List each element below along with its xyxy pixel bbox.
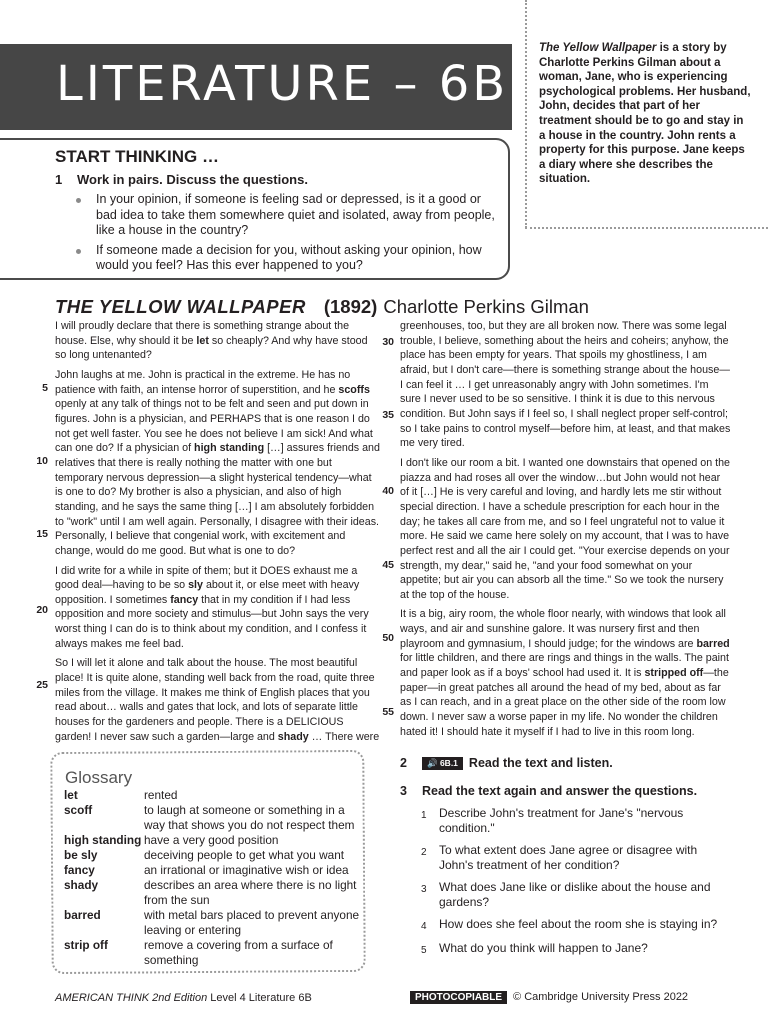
story-title: THE YELLOW WALLPAPER xyxy=(55,296,306,317)
intro-border-horizontal xyxy=(525,227,768,229)
discussion-bullet: In your opinion, if someone is feeling sad or depressed, is it a good or bad idea to take them somewhere quiet and isolated, away from people, like a house in the country? xyxy=(76,192,496,239)
line-number: 50 xyxy=(382,632,394,644)
glossary-entry: scoff to laugh at someone or something in a way that shows you do not respect them xyxy=(64,803,355,832)
line-number: 10 xyxy=(36,455,48,467)
page-title: LITERATURE – 6B xyxy=(56,56,509,112)
discussion-bullet: If someone made a decision for you, without asking your opinion, how would you feel? Has this ever happened to you? xyxy=(76,243,496,274)
glossary-word: sly xyxy=(188,579,203,592)
glossary-word: shady xyxy=(277,730,309,743)
task-3: 3 Read the text again and answer the questions. xyxy=(400,784,698,798)
footer-copyright: PHOTOCOPIABLE © Cambridge University Press 2022 xyxy=(410,991,688,1004)
question-item: 2 To what extent does Jane agree or disagree with John's treatment of her condition? xyxy=(421,843,698,872)
intro-border-vertical xyxy=(525,0,527,228)
bullet-dot-icon xyxy=(76,198,81,203)
glossary-entry: fancy an irrational or imaginative wish or idea xyxy=(64,863,349,877)
discussion-bullets xyxy=(76,192,496,278)
comprehension-questions xyxy=(421,806,721,965)
start-thinking-question xyxy=(55,172,308,187)
story-column-right xyxy=(400,319,732,744)
line-number: 25 xyxy=(36,679,48,691)
glossary-word: barred xyxy=(696,637,730,650)
question-item: 1 Describe John's treatment for Jane's "nervous condition." xyxy=(421,806,684,835)
glossary-title: Glossary xyxy=(65,768,133,787)
task-2: 2 🔊 6B.1 Read the text and listen. xyxy=(400,756,613,770)
story-column-left xyxy=(55,319,380,749)
line-number: 30 xyxy=(382,336,394,348)
glossary-entry: strip off remove a covering from a surface of something xyxy=(64,938,333,967)
glossary-word: stripped off xyxy=(644,667,704,680)
title-banner xyxy=(0,44,512,130)
glossary-word: let xyxy=(196,334,209,347)
intro-text xyxy=(539,41,751,187)
story-paragraph: John laughs at me. John is practical in the extreme. He has no patience with faith, an intense horror of superstition, and he scoffs openly at any talk of things not to be felt and seen and put down in figures. John is a physician, and PERHAPS that is one reason I do not get well faster. You see he does not believe I am sick! And what can one do? If a physician of high standing […] assures friends and relatives that there is really nothing the matter with one but temporary nervous depression—a slight hysterical tendency—what is one to do? My brother is also a physician, and also of high standing, and he says the same thing […] I am absolutely forbidden to "work" until I am well again. Personally, I disagree with their ideas. Personally, I believe that congenial work, with excitement and change, would do me good. But what is one to do? xyxy=(55,368,380,557)
glossary-word: high standing xyxy=(194,442,265,455)
start-thinking-title: START THINKING … xyxy=(55,147,220,166)
intro-book-title: The Yellow Wallpaper xyxy=(539,42,657,54)
story-paragraph: So I will let it alone and talk about the house. The most beautiful place! It is quite alone, standing well back from the road, quite three miles from the village. It makes me think of English places that you read about… walls and gates that lock, and lots of separate little houses for the gardeners and people. There is a DELICIOUS garden! I never saw such a garden—large and shady … There were xyxy=(55,657,380,743)
question-item: 3 What does Jane like or dislike about the house and gardens? xyxy=(421,880,711,909)
audio-track-badge[interactable]: 🔊 6B.1 xyxy=(422,757,463,770)
glossary-entry: let rented xyxy=(64,788,178,802)
glossary-entry: high standing have a very good position xyxy=(64,833,279,847)
glossary-entry: be sly deceiving people to get what you want xyxy=(64,848,345,862)
glossary-entry: barred with metal bars placed to prevent anyone leaving or entering xyxy=(64,908,360,937)
line-number: 55 xyxy=(382,706,394,718)
line-number: 15 xyxy=(36,528,48,540)
bullet-dot-icon xyxy=(76,249,81,254)
glossary-list xyxy=(64,788,364,968)
question-text: Work in pairs. Discuss the questions. xyxy=(77,172,308,187)
line-number: 40 xyxy=(382,485,394,497)
story-paragraph: I will proudly declare that there is something strange about the house. Else, why should it be let so cheaply? And why have stood so long untenanted? xyxy=(55,320,368,362)
question-number: 1 xyxy=(55,172,63,187)
story-year: (1892) xyxy=(323,296,378,317)
story-heading xyxy=(55,296,589,318)
story-author: Charlotte Perkins Gilman xyxy=(383,296,589,317)
story-paragraph: greenhouses, too, but they are all broken now. There was some legal trouble, I believe, something about the heirs and coheirs; anyhow, the place has been empty for years. That spoils my ghostliness, I am afraid, but I don't care—there is something strange about the house—I can feel it … I get unreasonably angry with John sometimes. I'm sure I never used to be so sensitive. I think it is due to this nervous condition. But John says if I feel so, I shall neglect proper self-control; so I take pains to control myself—before him, at least, and that makes me very tired. xyxy=(400,320,731,450)
story-paragraph: I did write for a while in spite of them; but it DOES exhaust me a good deal—having to be so sly about it, or else meet with heavy opposition. I sometimes fancy that in my condition if I had less opposition and more society and stimulus—but John says the very worst thing I can do is to think about my condition, and I confess it always makes me feel bad. xyxy=(55,564,369,650)
story-paragraph: I don't like our room a bit. I wanted one downstairs that opened on the piazza and had roses all over the window…but John would not hear of it […] He is very careful and loving, and hardly lets me stir without special direction. I have a schedule prescription for each hour in the day; he takes all care from me, and so I feel ungrateful not to value it more. He said we came here solely on my account, that I was to have perfect rest and all the air I could get. "Your exercise depends on your strength, my dear," said he, "and your food somewhat on your appetite; but air you can absorb all the time." So we took the nursery at the top of the house. xyxy=(400,456,730,601)
question-item: 4 How does she feel about the room she is staying in? xyxy=(421,917,718,932)
photocopiable-badge: PHOTOCOPIABLE xyxy=(410,991,507,1004)
footer-book-info: AMERICAN THINK 2nd Edition Level 4 Literature 6B xyxy=(55,992,312,1004)
glossary-entry: shady describes an area where there is no light from the sun xyxy=(64,878,357,907)
line-number: 20 xyxy=(36,604,48,616)
line-number: 45 xyxy=(382,559,394,571)
glossary-word: scoffs xyxy=(338,383,370,396)
question-item: 5 What do you think will happen to Jane? xyxy=(421,941,648,956)
line-number: 35 xyxy=(382,409,394,421)
intro-body: is a story by Charlotte Perkins Gilman about a woman, Jane, who is experiencing psychological problems. Her husband, John, decides that part of her treatment should be to go and stay in a house in the country. John rents a property for this purpose. Jane keeps a diary where she describes the situation. xyxy=(539,42,751,186)
glossary-word: fancy xyxy=(170,593,199,606)
story-paragraph: It is a big, airy room, the whole floor nearly, with windows that look all ways, and air and sunshine galore. It was nursery first and then playroom and gymnasium, I should judge; for the windows are barred for little children, and there are rings and things in the walls. The paint and paper look as if a boys' school had used it. It is stripped off—the paper—in great patches all around the head of my bed, about as far as I can reach, and in a great place on the other side of the room low down. I never saw a worse paper in my life. No wonder the children hated it! I should hate it myself if I had to live in this room long. xyxy=(400,608,730,738)
line-number: 5 xyxy=(42,382,48,394)
